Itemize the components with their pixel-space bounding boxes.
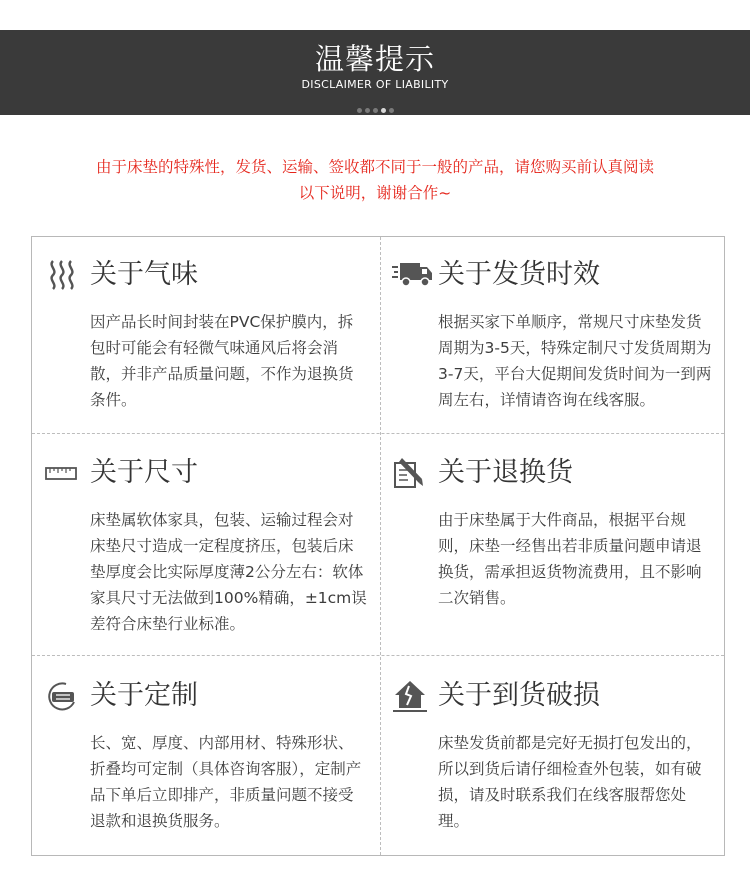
damaged-house-icon bbox=[392, 678, 428, 714]
grid-divider-row-2 bbox=[32, 655, 724, 656]
odor-waves-icon bbox=[44, 257, 80, 293]
notice-line-1: 由于床垫的特殊性，发货、运输、签收都不同于一般的产品，请您购买前认真阅读 bbox=[95, 158, 654, 176]
notice bbox=[20, 154, 730, 206]
delivery-truck-icon bbox=[392, 257, 428, 293]
ruler-icon bbox=[44, 455, 80, 491]
dot-5 bbox=[389, 108, 394, 113]
card-title: 关于退换货 bbox=[438, 457, 573, 488]
dot-1 bbox=[357, 108, 362, 113]
card-title: 关于发货时效 bbox=[438, 259, 600, 290]
carousel-dots bbox=[0, 100, 750, 108]
card-body: 因产品长时间封装在PVC保护膜内，拆包时可能会有轻微气味通风后将会消散，并非产品质量问题，不作为退换货条件。 bbox=[90, 313, 354, 409]
header-banner bbox=[0, 30, 750, 115]
info-grid bbox=[31, 236, 725, 856]
card-body: 长、宽、厚度、内部用材、特殊形状、折叠均可定制（具体咨询客服），定制产品下单后立即排产，非质量问题不接受退款和退换货服务。 bbox=[90, 734, 362, 830]
card-title: 关于定制 bbox=[90, 680, 198, 711]
grid-divider-row-1 bbox=[32, 433, 724, 434]
grid-divider-vertical bbox=[380, 237, 381, 855]
dot-4 bbox=[381, 108, 386, 113]
dot-2 bbox=[365, 108, 370, 113]
card-body: 根据买家下单顺序，常规尺寸床垫发货周期为3-5天，特殊定制尺寸发货周期为3-7天，平台大促期间发货时间为一到两周左右，详情请咨询在线客服。 bbox=[438, 313, 712, 409]
card-title: 关于气味 bbox=[90, 259, 198, 290]
card-body: 床垫发货前都是完好无损打包发出的，所以到货后请仔细检查外包装，如有破损，请及时联系我们在线客服帮您处理。 bbox=[438, 734, 702, 830]
notice-line-2: 以下说明，谢谢合作~ bbox=[298, 184, 452, 202]
card-title: 关于尺寸 bbox=[90, 457, 198, 488]
dot-3 bbox=[373, 108, 378, 113]
return-document-icon bbox=[392, 455, 428, 491]
card-title: 关于到货破损 bbox=[438, 680, 600, 711]
page-title: 温馨提示 bbox=[314, 42, 435, 76]
customize-icon bbox=[44, 678, 80, 714]
card-body: 床垫属软体家具，包装、运输过程会对床垫尺寸造成一定程度挤压，包装后床垫厚度会比实际厚度薄2公分左右：软体家具尺寸无法做到100%精确，±1cm误差符合床垫行业标准。 bbox=[90, 511, 367, 633]
card-body: 由于床垫属于大件商品，根据平台规则，床垫一经售出若非质量问题申请退换货，需承担返货物流费用，且不影响二次销售。 bbox=[438, 511, 702, 607]
page-subtitle: DISCLAIMER OF LIABILITY bbox=[301, 78, 449, 91]
